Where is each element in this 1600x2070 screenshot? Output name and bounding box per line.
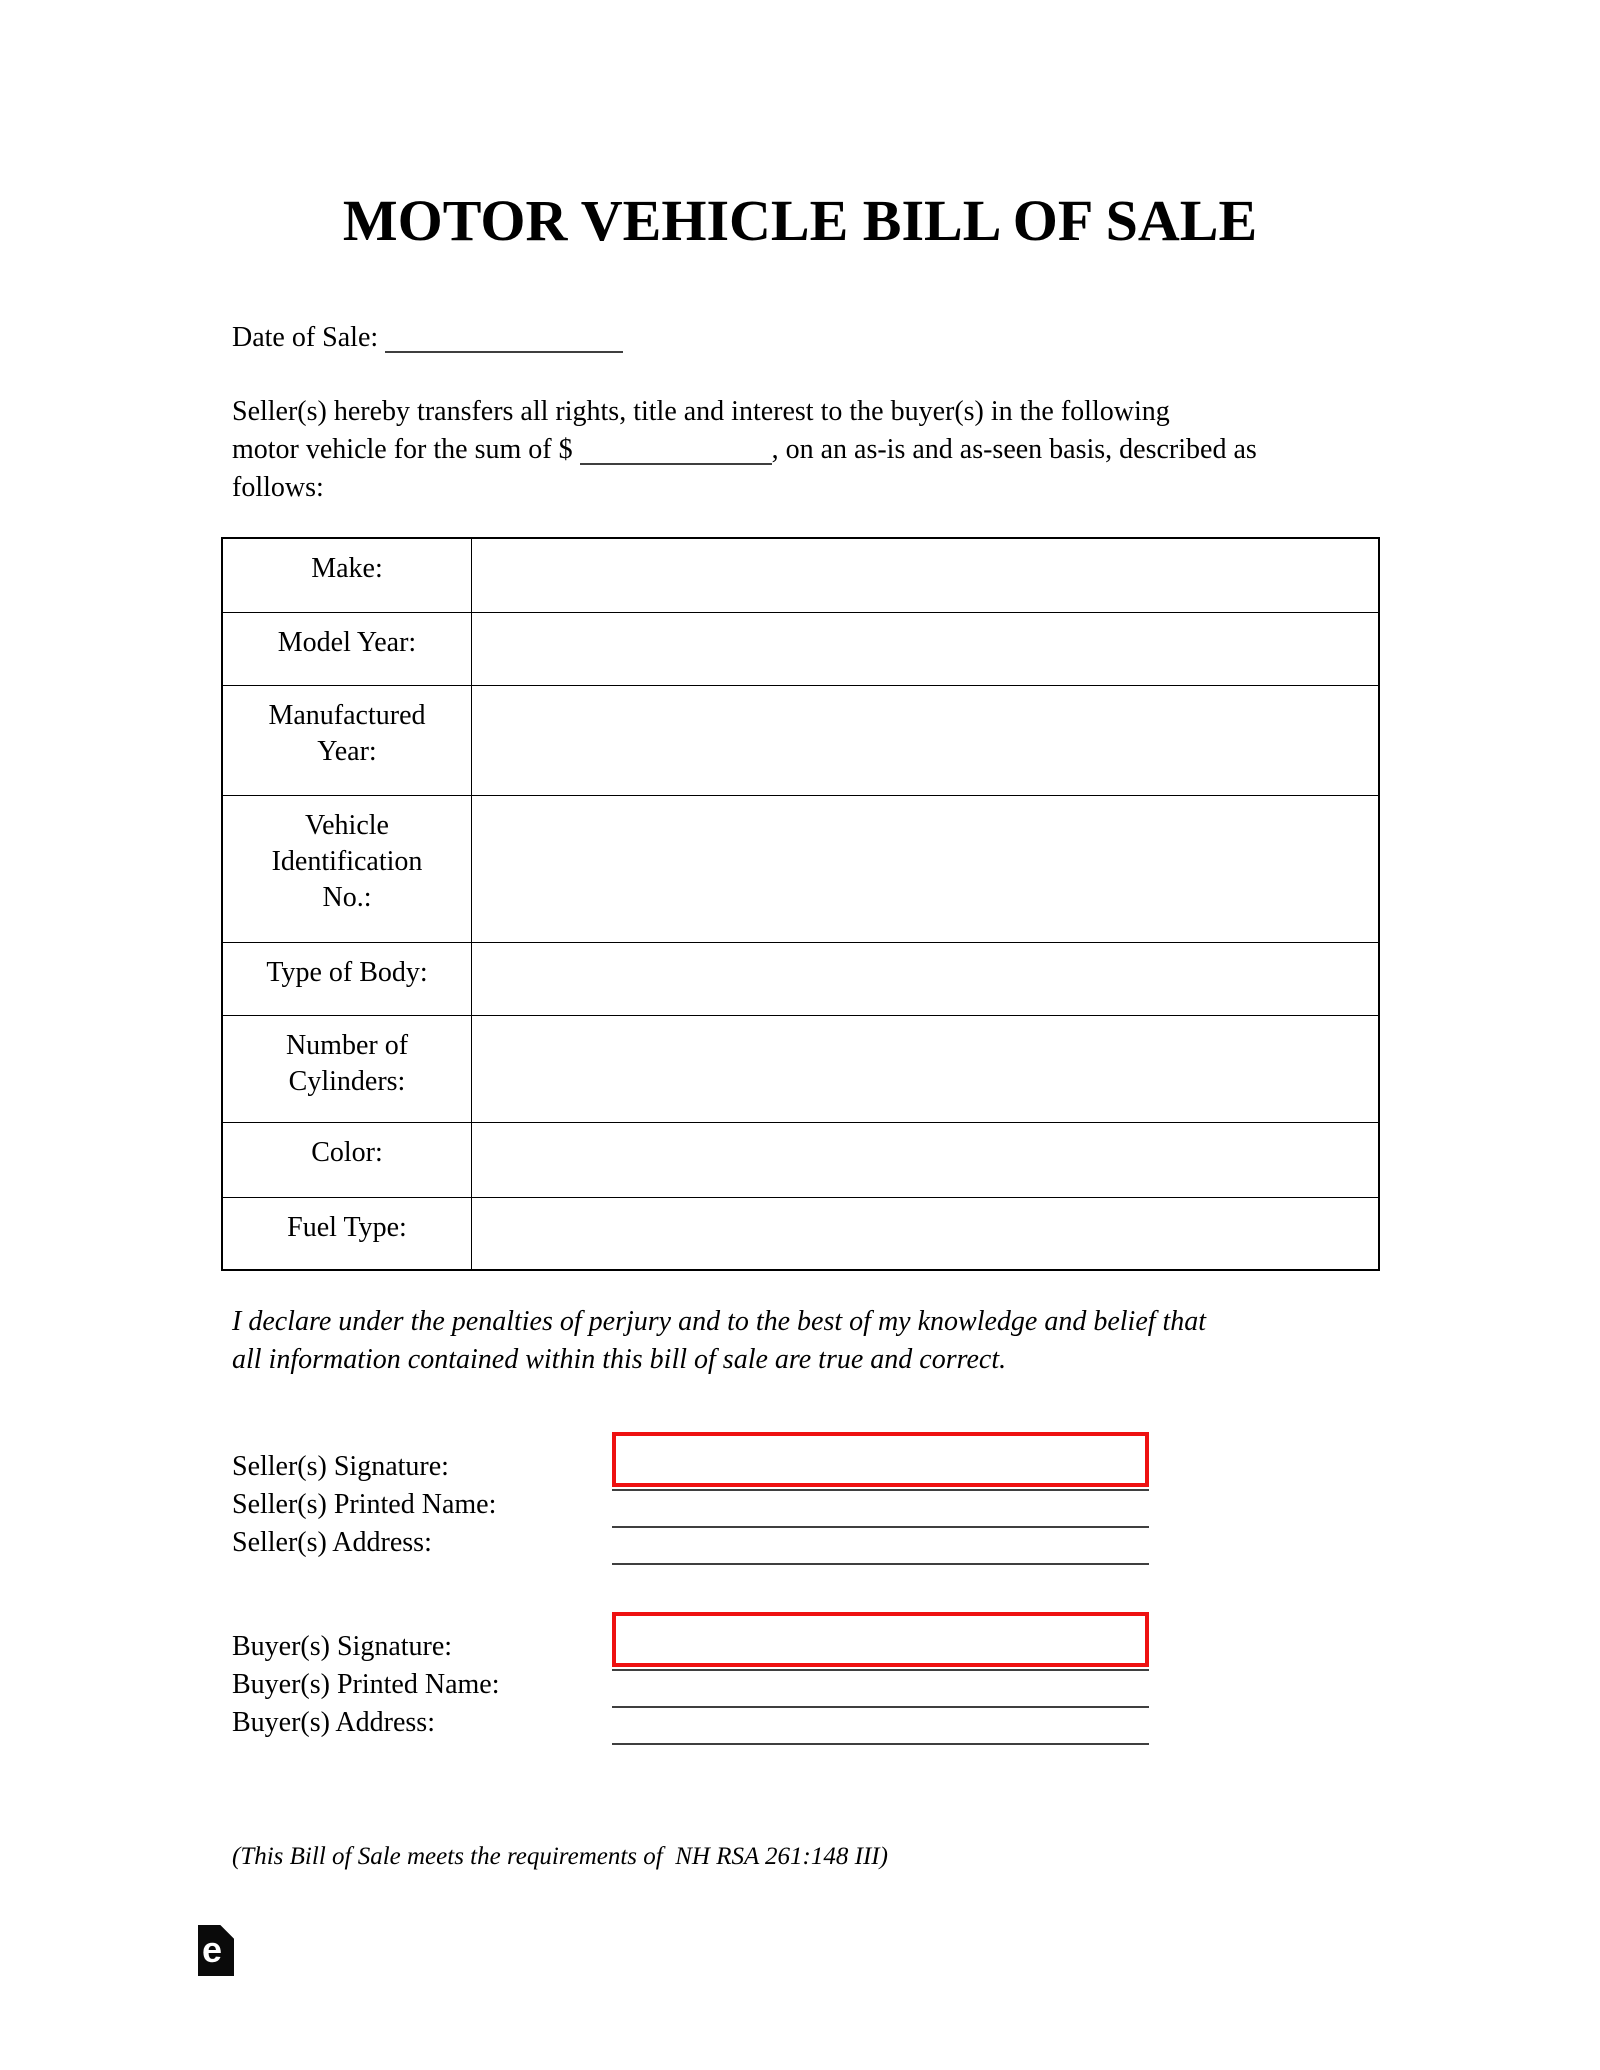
declaration-line-2: all information contained within this bill of sale are true and correct. [232,1344,1007,1375]
buyer-signature-field[interactable] [612,1612,1149,1667]
fuel-type-value-cell[interactable] [472,1198,1378,1269]
date-of-sale-label: Date of Sale: [232,322,379,353]
eforms-logo-letter: e [202,1929,223,1970]
color-label-cell [223,1123,472,1197]
buyer-signature-label: Buyer(s) Signature: [232,1631,453,1662]
buyer-address-label: Buyer(s) Address: [232,1707,435,1738]
intro-paragraph [232,393,1432,507]
intro-line-2-after: , on an as-is and as-seen basis, described as [771,434,1257,465]
page-title: MOTOR VEHICLE BILL OF SALE [342,188,1258,253]
date-of-sale-row [232,319,623,357]
seller-signature-line[interactable] [612,1489,1149,1491]
perjury-declaration [232,1303,1432,1379]
number-of-cylinders-label-cell [223,1016,472,1122]
table-row-color [223,1122,1378,1197]
intro-line-3: follows: [232,472,324,503]
seller-signature-field[interactable] [612,1432,1149,1487]
eforms-logo [198,1925,234,1976]
color-value-cell[interactable] [472,1123,1378,1197]
make-label-cell [223,539,472,612]
manufactured-year-value-cell[interactable] [472,686,1378,795]
make-value-cell[interactable] [472,539,1378,612]
table-row-number-of-cylinders [223,1015,1378,1122]
statute-footnote: (This Bill of Sale meets the requirements of NH RSA 261:148 III) [232,1843,888,1870]
seller-address-label: Seller(s) Address: [232,1527,432,1558]
make-label: Make: [311,553,383,584]
vin-label-cell [223,796,472,942]
vin-label: Vehicle Identification No.: [271,810,423,913]
fuel-type-label-cell [223,1198,472,1269]
table-row-model-year [223,612,1378,685]
model-year-label-cell [223,613,472,685]
seller-signature-label: Seller(s) Signature: [232,1451,449,1482]
seller-address-line[interactable] [612,1563,1149,1565]
buyer-address-line[interactable] [612,1743,1149,1745]
intro-line-2 [232,431,1432,469]
intro-line-1: Seller(s) hereby transfers all rights, title and interest to the buyer(s) in the following [232,396,1170,427]
table-row-vin [223,795,1378,942]
number-of-cylinders-label: Number of Cylinders: [285,1030,409,1097]
buyer-printed-name-label: Buyer(s) Printed Name: [232,1669,500,1700]
manufactured-year-label: Manufactured Year: [268,700,426,767]
color-label: Color: [311,1137,383,1168]
vehicle-details-table [221,537,1380,1271]
model-year-label: Model Year: [277,627,417,658]
buyer-signature-line[interactable] [612,1669,1149,1671]
table-row-make [223,539,1378,612]
buyer-printed-name-line[interactable] [612,1706,1149,1708]
seller-labels [232,1448,496,1562]
type-of-body-value-cell[interactable] [472,943,1378,1015]
table-row-fuel-type [223,1197,1378,1269]
type-of-body-label: Type of Body: [266,957,428,988]
buyer-labels [232,1628,500,1742]
table-row-type-of-body [223,942,1378,1015]
number-of-cylinders-value-cell[interactable] [472,1016,1378,1122]
model-year-value-cell[interactable] [472,613,1378,685]
declaration-line-1: I declare under the penalties of perjury and to the best of my knowledge and belief that [232,1306,1207,1337]
date-of-sale-blank-field[interactable] [385,351,623,353]
fuel-type-label: Fuel Type: [287,1212,407,1243]
vin-value-cell[interactable] [472,796,1378,942]
table-row-manufactured-year [223,685,1378,795]
type-of-body-label-cell [223,943,472,1015]
sale-amount-blank-field[interactable] [580,463,772,465]
seller-printed-name-line[interactable] [612,1526,1149,1528]
intro-line-2-before: motor vehicle for the sum of $ [232,434,573,465]
manufactured-year-label-cell [223,686,472,795]
seller-printed-name-label: Seller(s) Printed Name: [232,1489,497,1520]
